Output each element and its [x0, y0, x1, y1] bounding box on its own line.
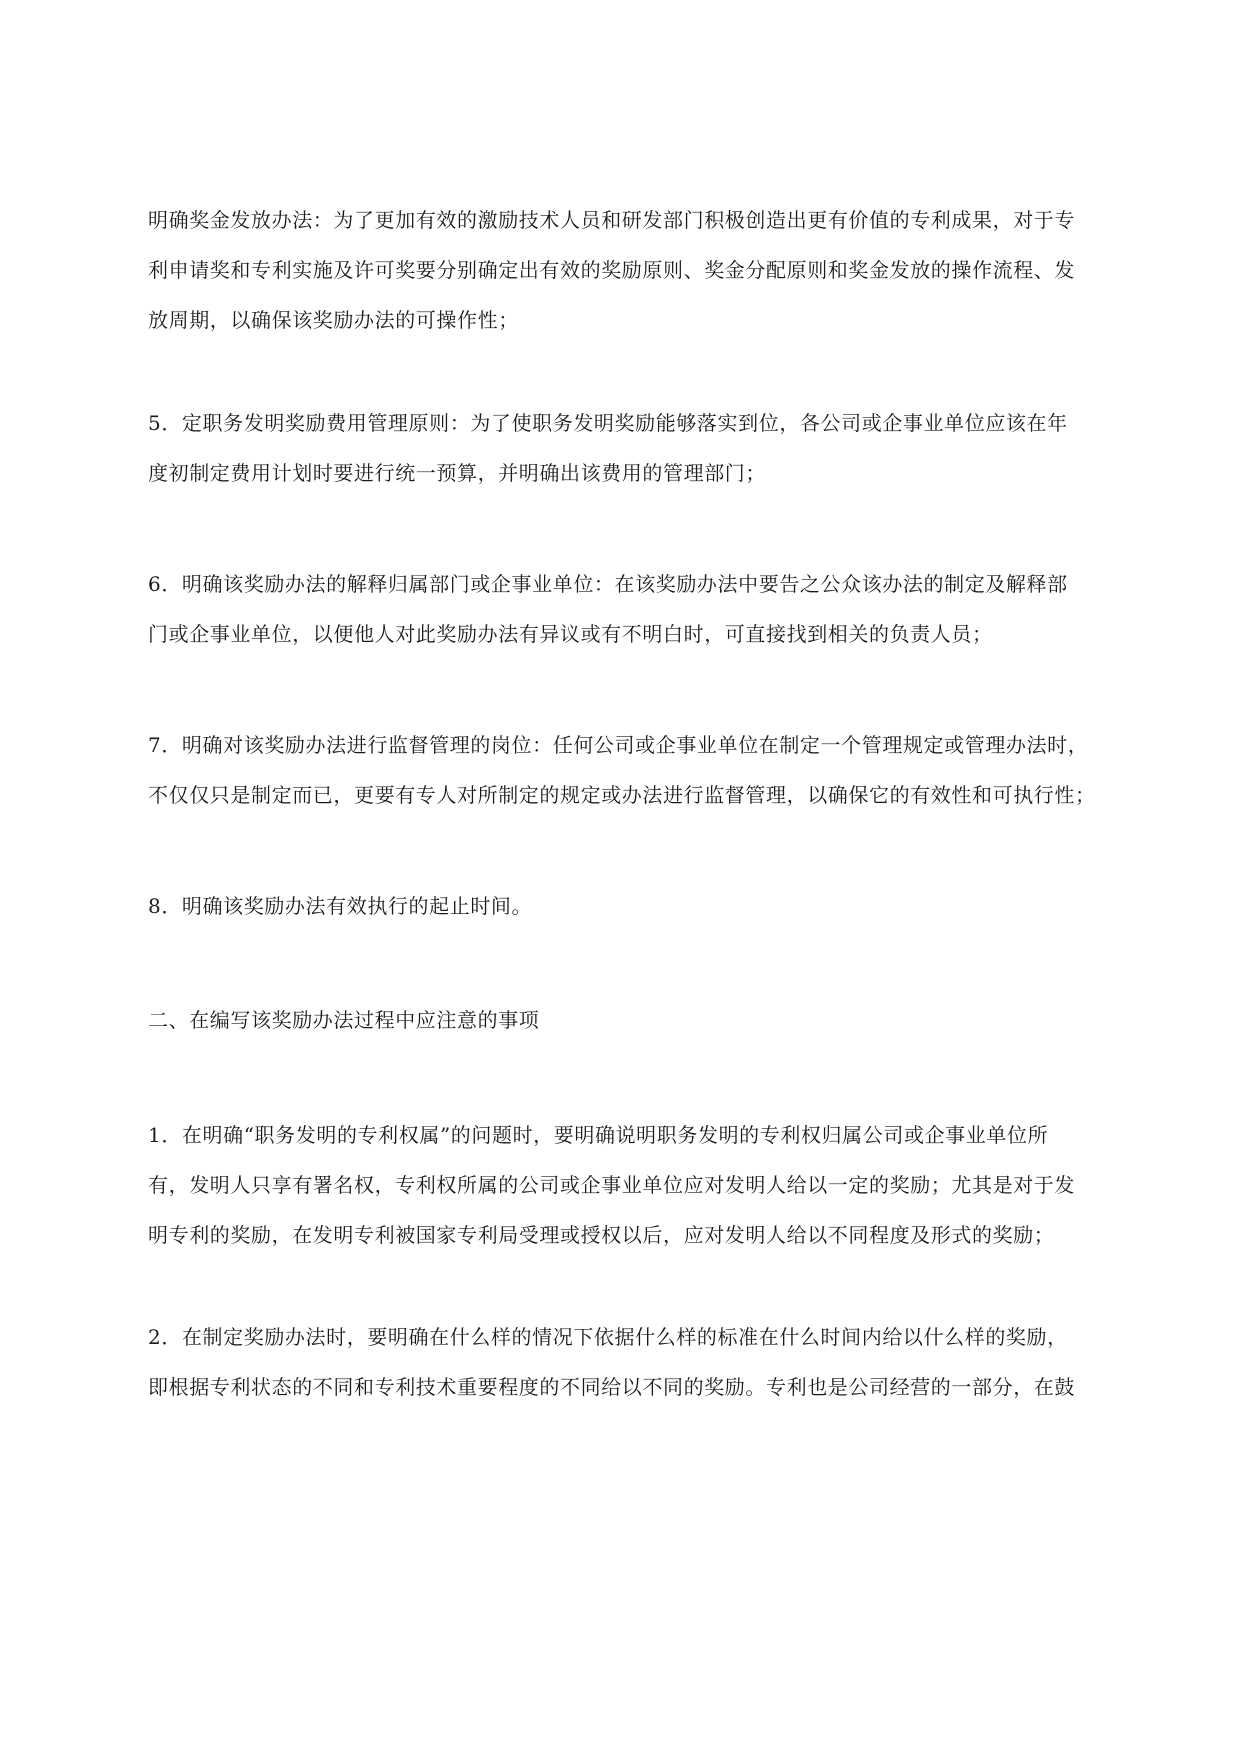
paragraph-note-1	[148, 1110, 1116, 1260]
text-line: 有，发明人只享有署名权，专利权所属的公司或企事业单位应对发明人给以一定的奖励；尤其是对于发	[148, 1173, 1075, 1197]
paragraph-bonus-distribution	[148, 195, 1116, 345]
text-line: 门或企事业单位，以便他人对此奖励办法有异议或有不明白时，可直接找到相关的负责人员；	[148, 622, 993, 646]
paragraph-item-8	[148, 881, 1116, 931]
paragraph-item-7	[148, 720, 1116, 820]
text-line: 即根据专利状态的不同和专利技术重要程度的不同给以不同的奖励。专利也是公司经营的一部分，在鼓	[148, 1375, 1075, 1399]
text-line: 明确奖金发放办法：为了更加有效的激励技术人员和研发部门积极创造出更有价值的专利成果，对于专	[148, 208, 1075, 232]
text-line: 放周期，以确保该奖励办法的可操作性；	[148, 308, 519, 332]
text-line: 7．明确对该奖励办法进行监督管理的岗位：任何公司或企事业单位在制定一个管理规定或管理办法时，	[148, 733, 1089, 757]
text-line: 8．明确该奖励办法有效执行的起止时间。	[148, 894, 533, 918]
paragraph-item-5	[148, 398, 1116, 498]
section-heading-2	[148, 995, 1116, 1045]
text-line: 度初制定费用计划时要进行统一预算，并明确出该费用的管理部门；	[148, 461, 766, 485]
text-line: 6．明确该奖励办法的解释归属部门或企事业单位：在该奖励办法中要告之公众该办法的制定及解释部	[148, 572, 1068, 596]
text-line: 5．定职务发明奖励费用管理原则：为了使职务发明奖励能够落实到位，各公司或企事业单位应该在年	[148, 411, 1068, 435]
text-line: 不仅仅只是制定而已，更要有专人对所制定的规定或办法进行监督管理，以确保它的有效性和可执行性；	[148, 783, 1096, 807]
paragraph-note-2	[148, 1312, 1116, 1412]
text-line: 2．在制定奖励办法时，要明确在什么样的情况下依据什么样的标准在什么时间内给以什么样的奖励，	[148, 1325, 1068, 1349]
text-line: 1．在明确“职务发明的专利权属”的问题时，要明确说明职务发明的专利权归属公司或企事业单位所	[148, 1123, 1049, 1147]
text-line: 利申请奖和专利实施及许可奖要分别确定出有效的奖励原则、奖金分配原则和奖金发放的操作流程、发	[148, 258, 1075, 282]
section-heading-text: 二、在编写该奖励办法过程中应注意的事项	[148, 1008, 540, 1032]
text-line: 明专利的奖励，在发明专利被国家专利局受理或授权以后，应对发明人给以不同程度及形式的奖励；	[148, 1223, 1055, 1247]
paragraph-item-6	[148, 559, 1116, 659]
